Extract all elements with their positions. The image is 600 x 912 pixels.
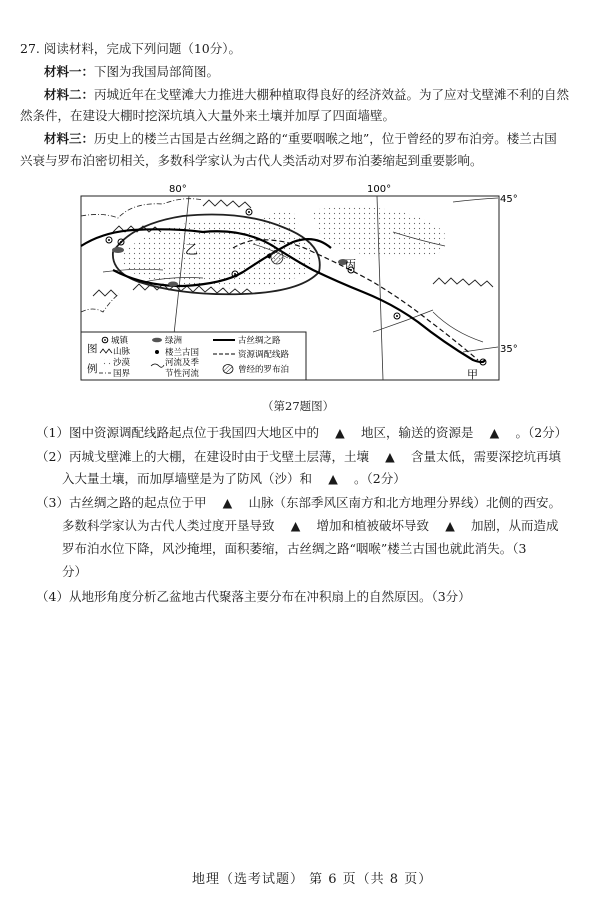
label-yi: 乙 <box>185 243 199 258</box>
material-2-text-1: 丙城近年在戈壁滩大力推进大棚种植取得良好的经济效益。为了应对戈壁滩不利的自然 <box>94 87 570 102</box>
question-2-line1: （2）丙城戈壁滩上的大棚，在建设时由于戈壁土层薄，土壤 ▲ 含量太低，需要深挖坑再填 <box>36 449 561 464</box>
oasis <box>168 282 178 287</box>
material-2-line1 <box>44 86 569 104</box>
legend-desert: 沙漠 <box>113 358 131 368</box>
legend-silkroad: 古丝绸之路 <box>238 336 281 346</box>
question-3-line1: （3）古丝绸之路的起点位于甲 ▲ 山脉（东部季风区南方和北方地理分界线）北侧的西安。 <box>36 495 561 510</box>
lon-100-label: 100° <box>367 184 392 195</box>
material-1-label: 材料一： <box>44 64 95 79</box>
question-2-line2: 入大量土壤，而加厚墙壁是为了防风（沙）和 ▲ 。（2分） <box>62 471 406 486</box>
legend-title-2: 例 <box>87 363 98 375</box>
page-footer: 地理（选考试题） 第 6 页（共 8 页） <box>192 872 433 887</box>
material-3-label: 材料三： <box>44 131 95 146</box>
legend-title-1: 图 <box>87 343 98 355</box>
answer-blank[interactable]: ▲ <box>489 425 500 440</box>
figure-caption: （第27题图） <box>262 399 335 413</box>
lop-nur <box>271 250 283 264</box>
legend-lopnur: 曾经的罗布泊 <box>238 365 290 375</box>
material-2-label: 材料二： <box>44 87 95 102</box>
legend-border: 国界 <box>113 369 131 379</box>
question-header: 27. 阅读材料，完成下列问题（10分）。 <box>20 41 242 56</box>
legend-transfer: 资源调配线路 <box>238 350 290 360</box>
legend-mountain: 山脉 <box>113 347 131 357</box>
answer-blank[interactable]: ▲ <box>385 449 395 464</box>
lat-45-label: 45° <box>500 194 518 205</box>
oasis <box>112 247 124 253</box>
answer-blank[interactable]: ▲ <box>328 471 338 486</box>
question-3-line3: 罗布泊水位下降，风沙掩埋，面积萎缩，古丝绸之路“咽喉”楼兰古国也就此消失。（3 <box>62 541 527 556</box>
lat-35-label: 35° <box>500 344 518 355</box>
lon-80-label: 80° <box>169 184 187 195</box>
legend-city: 城镇 <box>111 336 129 346</box>
material-1 <box>44 63 219 81</box>
answer-blank[interactable]: ▲ <box>290 518 301 533</box>
material-1-text: 下图为我国局部简图。 <box>94 64 220 79</box>
label-jia: 甲 <box>467 368 478 381</box>
answer-blank[interactable]: ▲ <box>335 425 345 440</box>
loulan-ancient-city <box>267 254 271 258</box>
material-3-line2: 兴衰与罗布泊密切相关，多数科学家认为古代人类活动对罗布泊萎缩起到重要影响。 <box>20 153 483 168</box>
answer-blank[interactable]: ▲ <box>222 495 233 510</box>
question-3-line2: 多数科学家认为古代人类过度开垦导致 ▲ 增加和植被破坏导致 ▲ 加剧，从而造成 <box>62 518 559 533</box>
question-1: （1）图中资源调配线路起点位于我国四大地区中的 ▲ 地区，输送的资源是 ▲ 。（2分） <box>36 425 568 440</box>
answer-blank[interactable]: ▲ <box>445 518 455 533</box>
material-3-line1 <box>44 130 557 148</box>
question-4: （4）从地形角度分析乙盆地古代聚落主要分布在冲积扇上的自然原因。（3分） <box>36 589 471 604</box>
legend-river-1: 河流及季 <box>165 358 200 368</box>
material-3-text-1: 历史上的楼兰古国是古丝绸之路的“重要咽喉之地”，位于曾经的罗布泊旁。楼兰古国 <box>94 131 557 146</box>
label-bing: 丙 <box>345 258 356 271</box>
legend-oasis: 绿洲 <box>165 336 183 346</box>
map-legend <box>81 332 306 380</box>
map-figure <box>73 182 518 382</box>
legend-loulan: 楼兰古国 <box>165 348 200 358</box>
question-3-line4: 分） <box>62 564 88 579</box>
legend-river-2: 节性河流 <box>165 369 200 379</box>
material-2-line2: 然条件，在建设大棚时挖深坑填入大量外来土壤并加厚了四面墙壁。 <box>20 108 396 123</box>
